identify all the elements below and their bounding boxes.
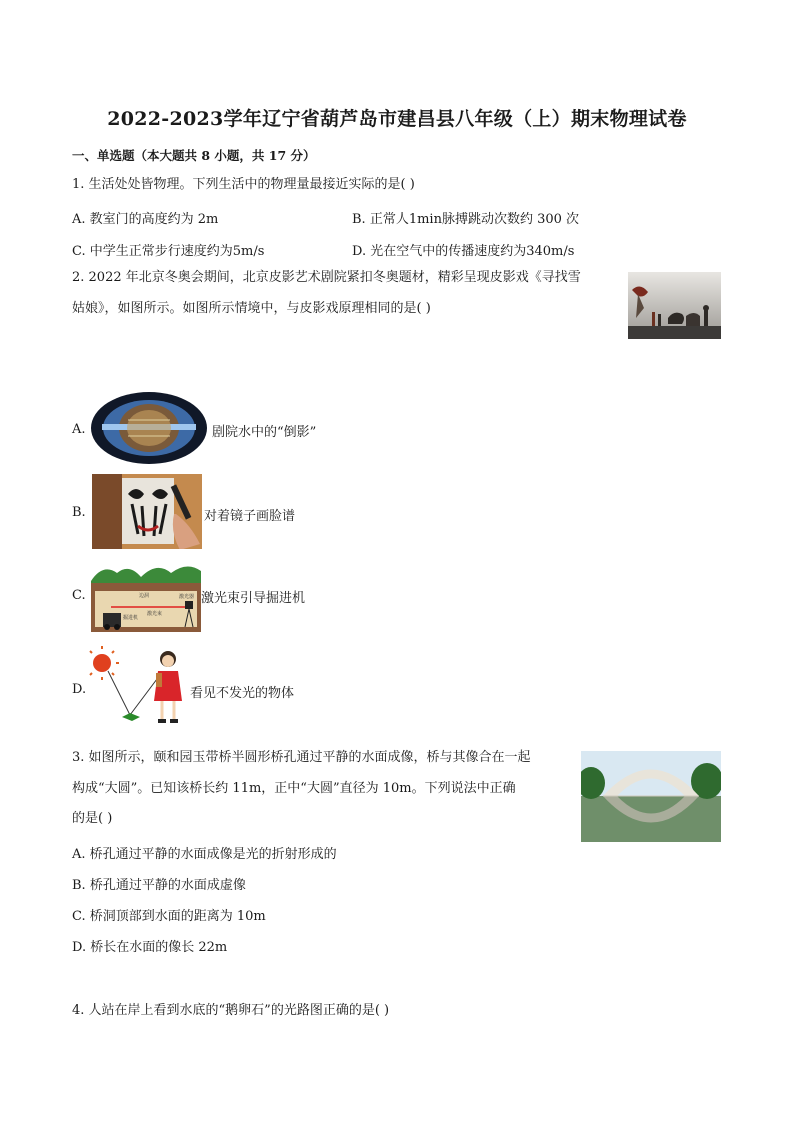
section-heading: 一、单选题（本大题共 8 小题，共 17 分） <box>72 148 316 163</box>
question-2-line-1: 2. 2022 年北京冬奥会期间，北京皮影艺术剧院紧扣冬奥题材，精彩呈现皮影戏《寻找雪 <box>72 270 581 285</box>
jade-belt-bridge-image <box>581 751 721 842</box>
question-2-option-a-label: A. <box>72 422 86 437</box>
label-tunnel: 边洞 <box>139 593 150 599</box>
sun-reflection-eye-diagram <box>88 645 188 729</box>
label-boring-machine: 掘进机 <box>123 615 139 621</box>
question-3-option-b: B. 桥孔通过平静的水面成虚像 <box>72 878 246 893</box>
question-3-line-2: 构成“大圆”。已知该桥长约 11m，正中“大圆”直径为 10m。下列说法中正确 <box>72 781 516 796</box>
page-title: 2022-2023学年辽宁省葫芦岛市建昌县八年级（上）期末物理试卷 <box>107 108 687 130</box>
question-3-option-c: C. 桥洞顶部到水面的距离为 10m <box>72 909 266 924</box>
theater-reflection-image <box>88 390 210 466</box>
question-1-option-a: A. 教室门的高度约为 2m <box>72 212 219 227</box>
question-2-option-d-text: 看见不发光的物体 <box>190 686 295 701</box>
question-3-option-d: D. 桥长在水面的像长 22m <box>72 940 228 955</box>
question-1-stem: 1. 生活处处皆物理。下列生活中的物理量最接近实际的是( ) <box>72 177 415 192</box>
label-laser-beam: 激光束 <box>147 611 163 617</box>
question-2-line-2: 姑娘》，如图所示。如图所示情境中，与皮影戏原理相同的是( ) <box>72 301 431 316</box>
question-1-option-c: C. 中学生正常步行速度约为5m/s <box>72 244 265 259</box>
question-2-option-c-label: C. <box>72 588 86 603</box>
question-2-option-b-text: 对着镜子画脸谱 <box>204 509 296 524</box>
question-4-stem: 4. 人站在岸上看到水底的“鹅卵石”的光路图正确的是( ) <box>72 1003 390 1018</box>
question-2-option-d-label: D. <box>72 682 87 697</box>
question-3-option-a: A. 桥孔通过平静的水面成像是光的折射形成的 <box>72 847 337 862</box>
question-3-line-3: 的是( ) <box>72 811 113 826</box>
face-painting-mirror-image <box>92 474 202 549</box>
question-1-option-d: D. 光在空气中的传播速度约为340m/s <box>352 244 575 259</box>
label-laser-emitter: 激光器 <box>179 594 195 600</box>
laser-tunnel-diagram <box>91 561 201 632</box>
question-3-line-1: 3. 如图所示，颐和园玉带桥半圆形桥孔通过平静的水面成像，桥与其像合在一起 <box>72 750 531 765</box>
question-2-option-b-label: B. <box>72 505 86 520</box>
question-1-option-b: B. 正常人1min脉搏跳动次数约 300 次 <box>352 212 580 227</box>
question-2-option-c-text: 激光束引导掘进机 <box>201 591 306 606</box>
question-2-option-a-text: 剧院水中的“倒影” <box>212 425 317 440</box>
shadow-puppet-image <box>628 272 721 339</box>
